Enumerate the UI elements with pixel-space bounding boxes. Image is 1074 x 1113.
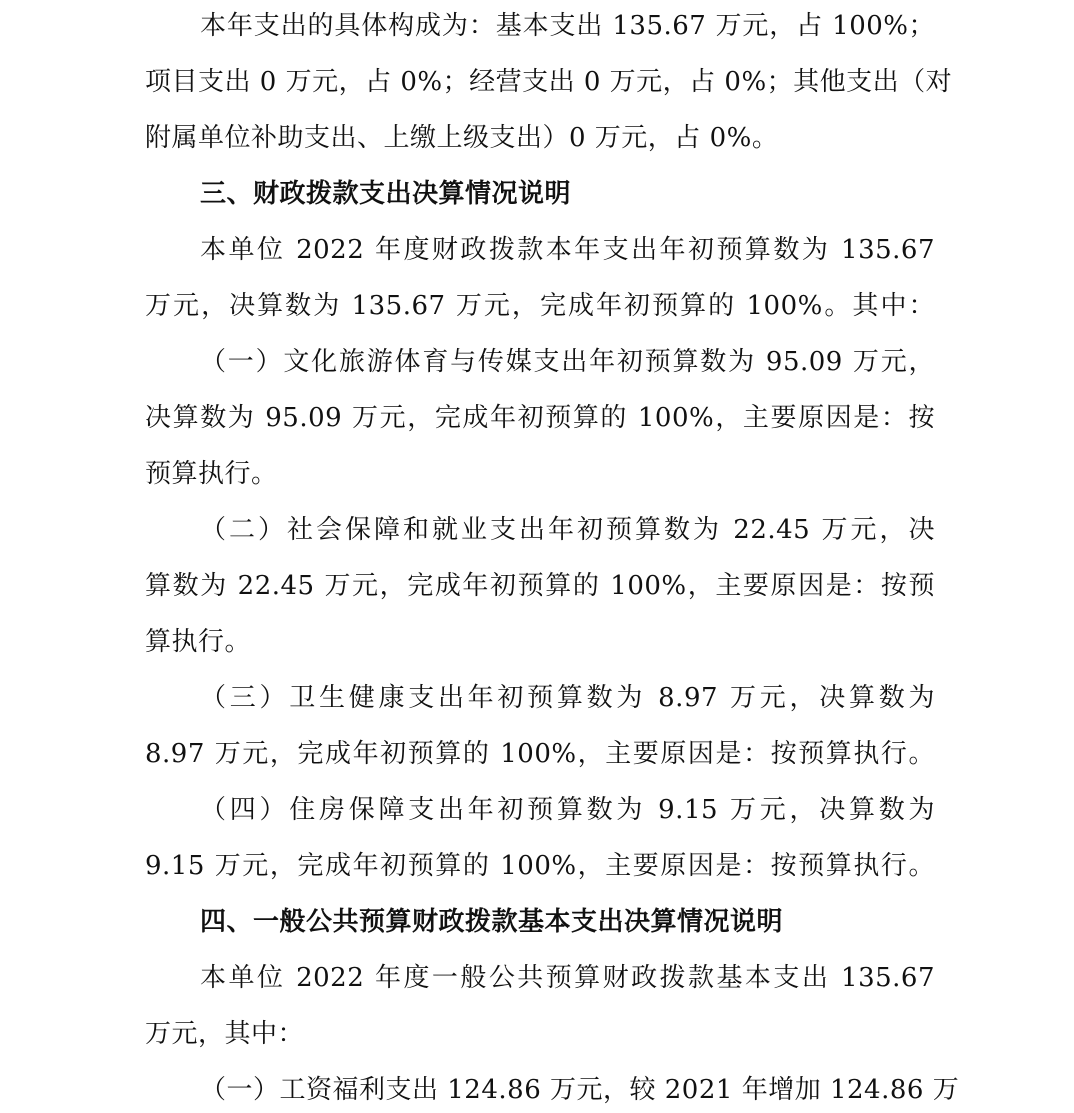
paragraph-line: 9.15 万元，完成年初预算的 100%，主要原因是：按预算执行。 xyxy=(145,851,935,881)
paragraph-line: 项目支出 0 万元，占 0%；经营支出 0 万元，占 0%；其他支出（对 xyxy=(145,67,953,97)
paragraph-line: （一）工资福利支出 124.86 万元，较 2021 年增加 124.86 万 xyxy=(200,1075,960,1105)
paragraph-line: 万元，决算数为 135.67 万元，完成年初预算的 100%。其中： xyxy=(145,291,935,321)
paragraph-line: （三）卫生健康支出年初预算数为 8.97 万元，决算数为 xyxy=(200,683,935,713)
paragraph-line: 8.97 万元，完成年初预算的 100%，主要原因是：按预算执行。 xyxy=(145,739,935,769)
paragraph-line: 本单位 2022 年度一般公共预算财政拨款基本支出 135.67 xyxy=(200,963,935,993)
paragraph-line: （一）文化旅游体育与传媒支出年初预算数为 95.09 万元， xyxy=(200,347,935,377)
paragraph-line: 算执行。 xyxy=(145,627,252,657)
paragraph-line: 算数为 22.45 万元，完成年初预算的 100%，主要原因是：按预 xyxy=(145,571,935,601)
paragraph-line: （二）社会保障和就业支出年初预算数为 22.45 万元，决 xyxy=(200,515,935,545)
section-heading-4: 四、一般公共预算财政拨款基本支出决算情况说明 xyxy=(200,907,784,937)
paragraph-line: 附属单位补助支出、上缴上级支出）0 万元，占 0%。 xyxy=(145,123,779,153)
paragraph-line: 决算数为 95.09 万元，完成年初预算的 100%，主要原因是：按 xyxy=(145,403,935,433)
paragraph-line: 本年支出的具体构成为：基本支出 135.67 万元，占 100%； xyxy=(200,11,935,41)
paragraph-line: 预算执行。 xyxy=(145,459,278,489)
paragraph-line: 万元，其中： xyxy=(145,1019,305,1049)
paragraph-line: 本单位 2022 年度财政拨款本年支出年初预算数为 135.67 xyxy=(200,235,935,265)
section-heading-3: 三、财政拨款支出决算情况说明 xyxy=(200,179,572,209)
paragraph-line: （四）住房保障支出年初预算数为 9.15 万元，决算数为 xyxy=(200,795,935,825)
